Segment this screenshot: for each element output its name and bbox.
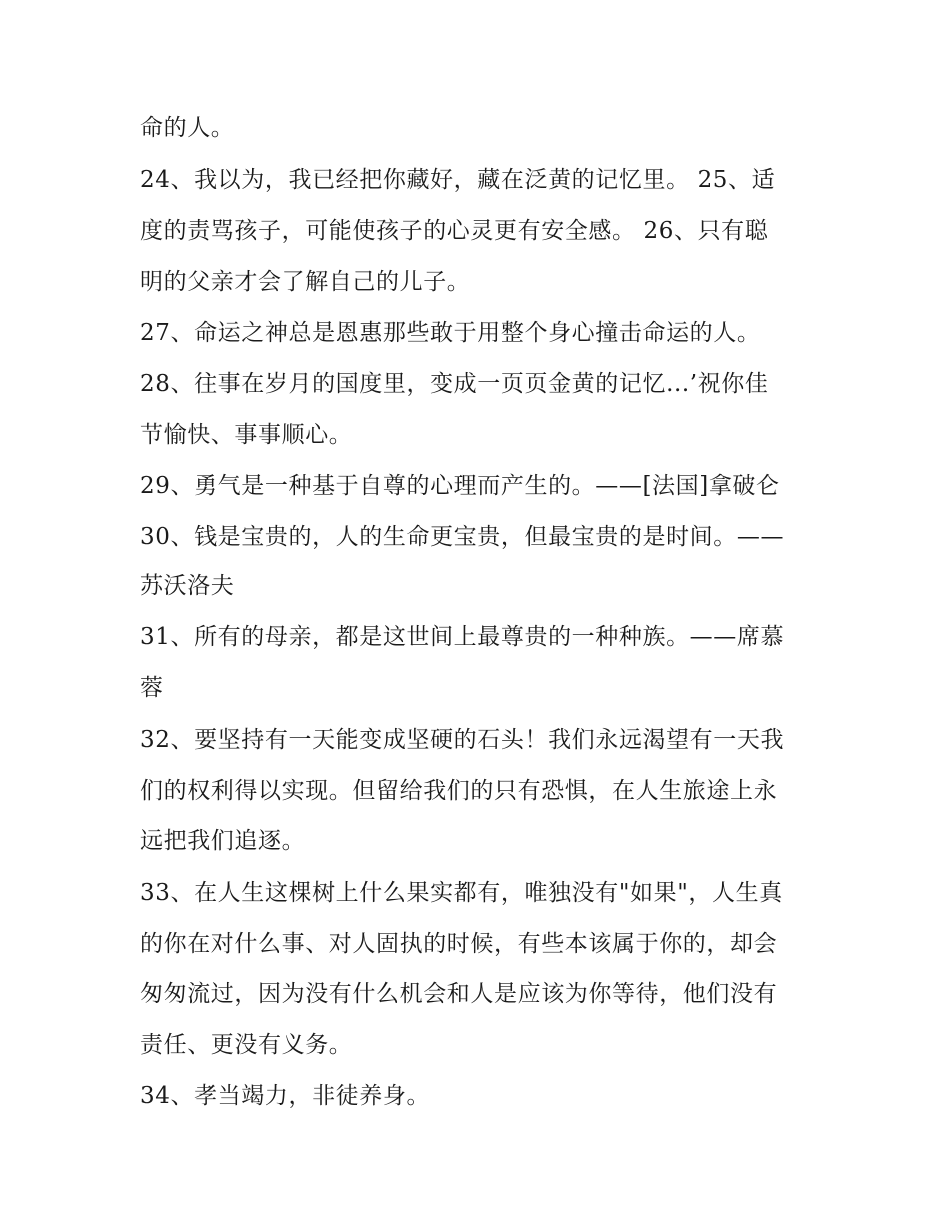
text-line: 度的责骂孩子，可能使孩子的心灵更有安全感。 26、只有聪 xyxy=(140,218,769,244)
text-line: 33、在人生这棵树上什么果实都有，唯独没有"如果"，人生真 xyxy=(140,880,783,906)
text-line: 苏沃洛夫 xyxy=(140,573,235,599)
text-line: 27、命运之神总是恩惠那些敢于用整个身心撞击命运的人。 xyxy=(140,320,761,346)
text-line: 远把我们追逐。 xyxy=(140,828,306,854)
text-line: 们的权利得以实现。但留给我们的只有恐惧，在人生旅途上永 xyxy=(140,778,778,804)
text-line: 蓉 xyxy=(140,675,164,701)
text-line: 29、勇气是一种基于自尊的心理而产生的。——[法国]拿破仑 xyxy=(140,473,780,499)
text-line: 32、要坚持有一天能变成坚硬的石头！我们永远渴望有一天我 xyxy=(140,727,785,753)
text-line: 责任、更没有义务。 xyxy=(140,1032,353,1058)
text-line: 31、所有的母亲，都是这世间上最尊贵的一种种族。——席慕 xyxy=(140,624,785,650)
text-line: 34、孝当竭力，非徒养身。 xyxy=(140,1083,431,1109)
text-line: 匆匆流过，因为没有什么机会和人是应该为你等待，他们没有 xyxy=(140,981,778,1007)
text-line: 30、钱是宝贵的，人的生命更宝贵，但最宝贵的是时间。—— xyxy=(140,524,785,550)
text-line: 24、我以为，我已经把你藏好，藏在泛黄的记忆里。 25、适 xyxy=(140,167,776,193)
text-line: 节愉快、事事顺心。 xyxy=(140,422,353,448)
text-line: 明的父亲才会了解自己的儿子。 xyxy=(140,269,471,295)
text-line: 命的人。 xyxy=(140,115,235,141)
text-line: 28、往事在岁月的国度里，变成一页页金黄的记忆...’祝你佳 xyxy=(140,371,769,397)
text-line: 的你在对什么事、对人固执的时候，有些本该属于你的，却会 xyxy=(140,931,778,957)
